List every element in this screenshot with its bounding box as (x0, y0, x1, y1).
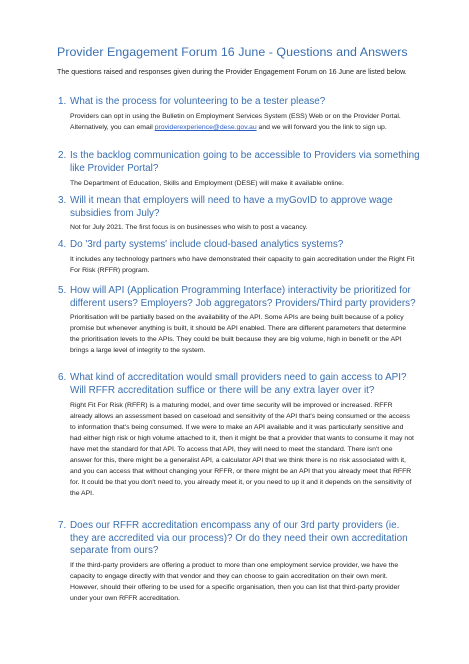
question-text: Does our RFFR accreditation encompass any of our 3rd party providers (ie. they are accredited via our process)? Or do they need their own accreditation separate from ours? (70, 520, 408, 556)
answer-text-start: Providers can opt in using the Bulletin on Employment Services System (ESS) Web or on the Provider Portal. Alternatively, you can email (70, 113, 401, 131)
question-text: Will it mean that employers will need to have a myGovID to approve wage subsidies from July? (70, 195, 393, 219)
answer-text: It includes any technology partners who have demonstrated their capacity to gain accreditation under the Right Fit For Risk (RFFR) program. (70, 256, 415, 274)
answer-text (70, 111, 415, 133)
question-text: What is the process for volunteering to be a tester please? (70, 96, 326, 107)
question-number: 5. (58, 285, 67, 296)
answer-text: Not for July 2021. The first focus is on businesses who wish to post a vacancy. (70, 224, 308, 231)
intro-paragraph: The questions raised and responses given during the Provider Engagement Forum on 16 June are listed below. (57, 68, 407, 76)
answer-text: Prioritisation will be partially based on the availability of the API. Some APIs are being built because of a policy promise but whenever anything is built, it should be API enabled. There are different parameters that determine the prioritisation levels to the APIs. They could be built because they are big volume, high in benefit or the API brings a large level of integrity to the system. (70, 314, 407, 354)
question-text: Is the backlog communication going to be accessible to Providers via something like Provider Portal? (70, 150, 420, 174)
answer-text: Right Fit For Risk (RFFR) is a maturing model, and over time security will be improved or increased. RFFR already allows an assessment based on caseload and sensitivity of the API that's being consumed or the access to information that's being consumed. If we were to make an API available and it was particularly sensitive and had either high risk or high volume attached to it, then it might be that a provider that wants to consume it may not have met the standard for that API. To access that API, they will need to meet the standard. There isn't one answer for this, there might be a generalist API, a calculator API that we think there is no risk associated with it, and you can access that without changing your RFFR, or there might be an API that you already meet that RFFR for. It could be that you don't need to, you already meet it, or you need to up it and it depends on the sensitivity of the API. (70, 402, 414, 497)
document-title: Provider Engagement Forum 16 June - Questions and Answers (57, 45, 408, 59)
question-number: 3. (58, 195, 67, 206)
question-number: 6. (58, 372, 67, 383)
question-text: How will API (Application Programming Interface) interactivity be prioritized for different users? Employers? Job aggregators? Providers/Third party providers? (70, 285, 416, 309)
question-number: 4. (58, 239, 67, 250)
answer-text: The Department of Education, Skills and Employment (DESE) will make it available online. (70, 180, 344, 187)
question-text: Do '3rd party systems' include cloud-based analytics systems? (70, 239, 344, 250)
answer-text: If the third-party providers are offering a product to more than one employment service provider, we have the capacity to engage directly with that vendor and they can choose to gain accreditation on their own merit. However, should their offering to be used for a specific organisation, then you can list that third-party provider under your own RFFR accreditation. (70, 562, 400, 602)
question-number: 7. (58, 520, 67, 531)
question-text: What kind of accreditation would small providers need to gain access to API? Will RFFR accreditation suffice or there will be any extra layer over it? (70, 372, 407, 396)
answer-text-end: and we will forward you the link to sign up. (256, 124, 387, 131)
question-number: 2. (58, 150, 67, 161)
email-link[interactable]: providerexperience@dese.gov.au (154, 124, 257, 131)
question-number: 1. (58, 96, 67, 107)
